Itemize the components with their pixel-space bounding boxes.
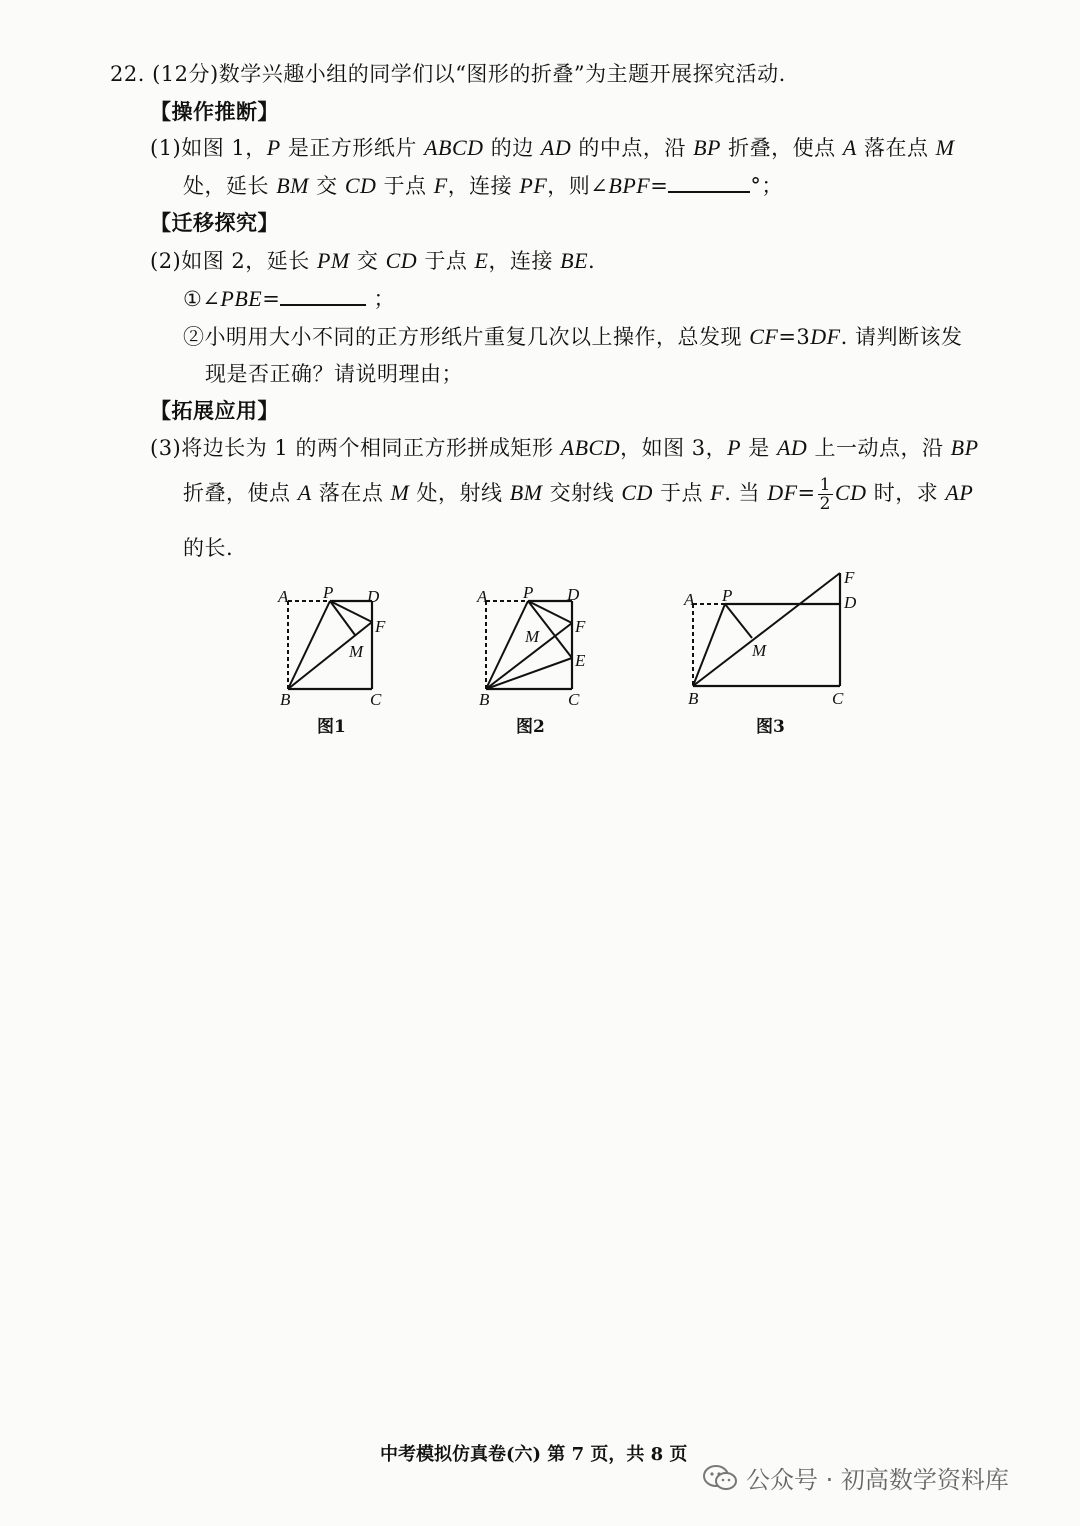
part2-q2-line1: ②小明用大小不同的正方形纸片重复几次以上操作，总发现 CF=3DF. 请判断该发 <box>183 324 963 349</box>
watermark-text: 公众号 · 初高数学资料库 <box>746 1466 1009 1494</box>
fig1-label-A: A <box>278 587 289 606</box>
figure-2-diagram <box>473 580 603 715</box>
fig2-label-E: E <box>575 651 586 670</box>
fig2-label-M: M <box>525 627 540 646</box>
fig1-label-D: D <box>367 587 380 606</box>
page-footer: 中考模拟仿真卷(六) 第 7 页，共 8 页 <box>380 1444 688 1465</box>
part3-line2: 折叠，使点 A 落在点 M 处，射线 BM 交射线 CD 于点 F. 当 DF= $\frac{1}{2}$ CD 时，求 AP <box>183 475 974 514</box>
problem-number: 22. <box>110 62 145 86</box>
fig1-label-C: C <box>370 690 382 709</box>
fig3-label-F: F <box>844 568 855 587</box>
fig2-label-C: C <box>568 690 580 709</box>
fig3-label-A: A <box>684 590 695 609</box>
figure-2-caption: 图2 <box>516 717 545 737</box>
fig2-label-D: D <box>567 585 580 604</box>
part3-line3: 的长. <box>183 536 234 560</box>
fig2-label-F: F <box>575 617 586 636</box>
fig3-label-C: C <box>832 689 844 708</box>
fig1-label-B: B <box>280 690 291 709</box>
fig1-label-M: M <box>349 642 364 661</box>
fig3-label-D: D <box>844 593 857 612</box>
fig3-label-M: M <box>752 641 767 660</box>
figure-1-diagram <box>275 580 405 715</box>
part1-line1: (1)如图 1，P 是正方形纸片 ABCD 的边 AD 的中点，沿 BP 折叠，使点 A 落在点 M <box>150 135 955 160</box>
part3-line1: (3)将边长为 1 的两个相同正方形拼成矩形 ABCD，如图 3，P 是 AD 上一动点，沿 BP <box>150 435 979 460</box>
fig1-label-P: P <box>323 583 334 602</box>
problem-intro-line <box>110 58 786 88</box>
fig3-label-P: P <box>722 586 733 605</box>
section-heading-2: 【迁移探究】 <box>150 210 279 235</box>
fig2-label-B: B <box>479 690 490 709</box>
answer-blank-2[interactable] <box>280 304 366 306</box>
fig2-label-A: A <box>477 587 488 606</box>
fig2-label-P: P <box>523 583 534 602</box>
part1-line2: 处，延长 BM 交 CD 于点 F，连接 PF，则∠BPF= °； <box>183 173 783 198</box>
part2-q1: ①∠PBE= ； <box>183 286 396 311</box>
fig3-label-B: B <box>688 689 699 708</box>
fig1-label-F: F <box>375 617 386 636</box>
figure-1-caption: 图1 <box>317 717 346 737</box>
part2-line1: (2)如图 2，延长 PM 交 CD 于点 E，连接 BE. <box>150 248 596 273</box>
section-heading-1: 【操作推断】 <box>150 99 279 124</box>
section-heading-3: 【拓展应用】 <box>150 398 279 423</box>
wechat-icon <box>702 1464 738 1492</box>
problem-intro: (12分)数学兴趣小组的同学们以“图形的折叠”为主题开展探究活动. <box>152 62 786 86</box>
fraction-one-half: $\frac{1}{2}$ <box>819 475 831 514</box>
figure-3-diagram <box>680 565 870 715</box>
answer-blank-1[interactable] <box>668 191 750 193</box>
part2-q2-line2: 现是否正确？请说明理由； <box>205 362 463 386</box>
watermark <box>702 1460 1009 1495</box>
figure-3-caption: 图3 <box>756 717 785 737</box>
